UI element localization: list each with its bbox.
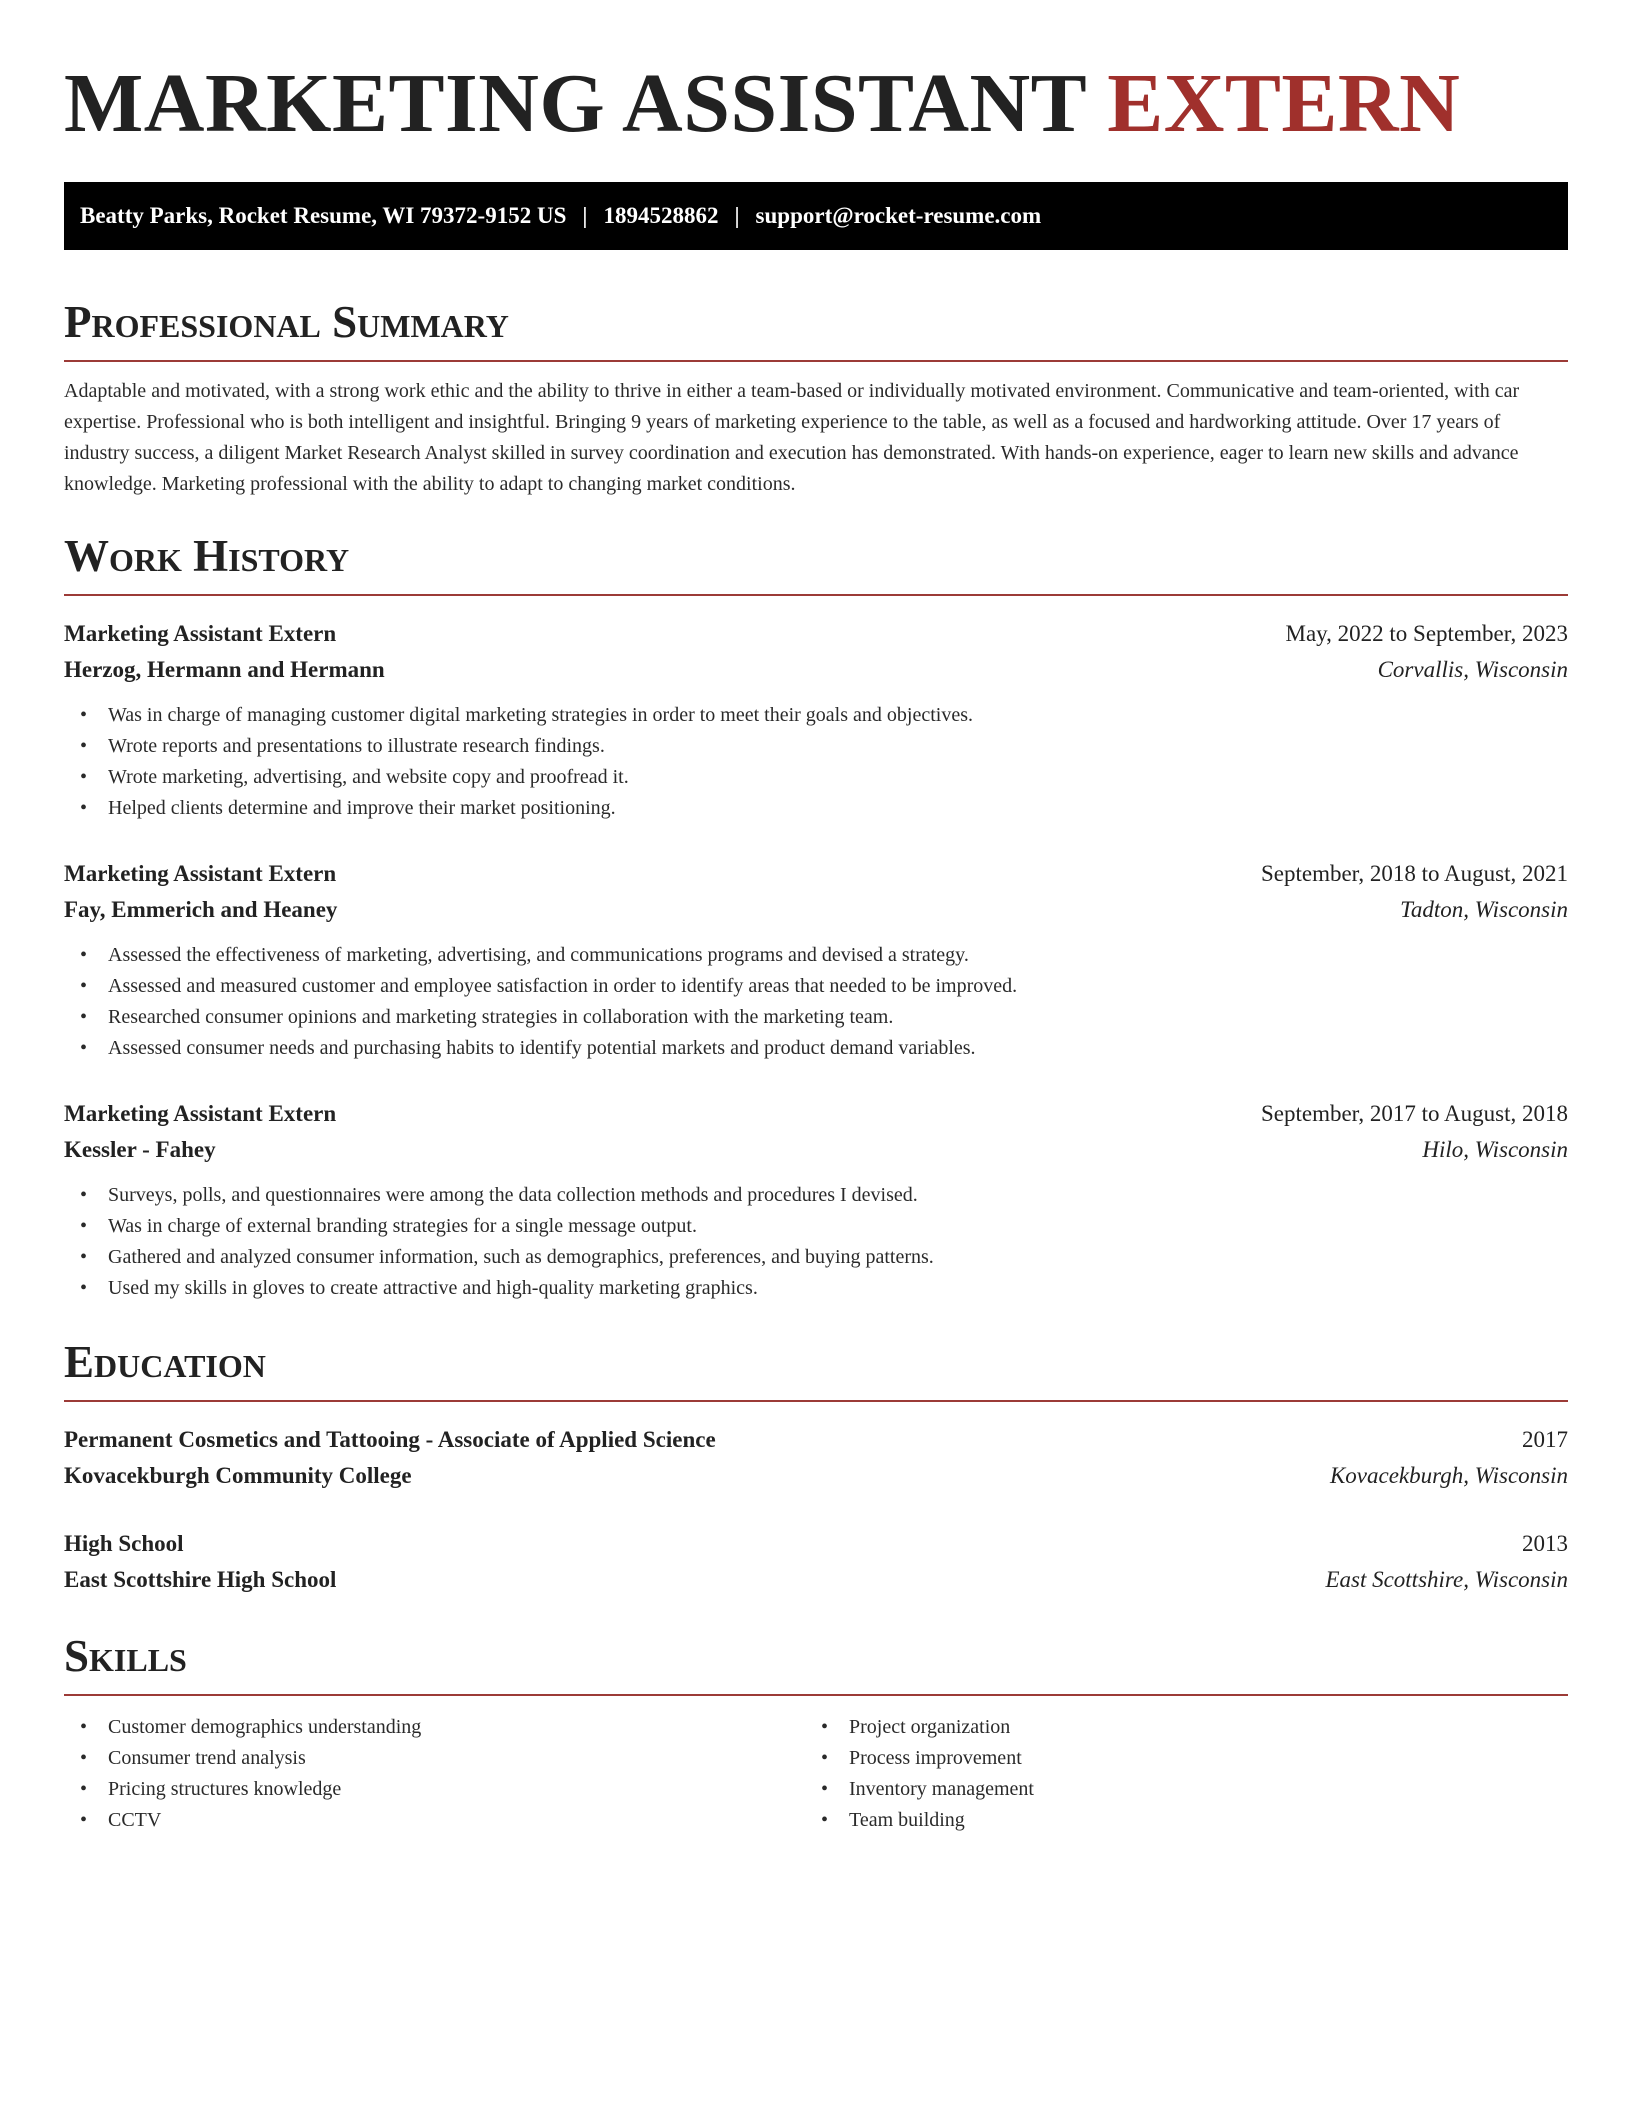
- job-bullet: [64, 971, 1568, 1002]
- job-header-row: [64, 1096, 1568, 1132]
- job-location: Corvallis, Wisconsin: [1377, 657, 1568, 682]
- skill-item: [805, 1712, 1546, 1743]
- job-bullet: [64, 1033, 1568, 1064]
- bullet-dot: •: [80, 944, 88, 966]
- bullet-dot: •: [821, 1809, 829, 1831]
- education-year: 2017: [1522, 1427, 1568, 1452]
- work-history-heading: Work History: [64, 528, 1568, 596]
- bullet-dot: •: [80, 1809, 88, 1831]
- job-bullet: [64, 1211, 1568, 1242]
- job-bullet: [64, 1180, 1568, 1211]
- job-title: Marketing Assistant Extern: [64, 861, 337, 886]
- education-entry: [64, 1526, 1568, 1598]
- skills-heading: Skills: [64, 1628, 1568, 1696]
- bullet-dot: •: [80, 1747, 88, 1769]
- summary-section: [64, 294, 1568, 500]
- bullet-dot: •: [80, 1037, 88, 1059]
- skill-item: [64, 1774, 805, 1805]
- skill-text: Consumer trend analysis: [108, 1747, 306, 1769]
- skill-text: Inventory management: [849, 1778, 1034, 1800]
- job-bullet: [64, 700, 1568, 731]
- job-entry: [64, 616, 1568, 824]
- contact-phone: 1894528862: [603, 203, 719, 228]
- job-bullet-text: Gathered and analyzed consumer information, such as demographics, preferences, and buying patterns.: [108, 1246, 934, 1268]
- job-bullet-text: Wrote reports and presentations to illustrate research findings.: [108, 735, 605, 757]
- job-bullet-text: Wrote marketing, advertising, and website copy and proofread it.: [108, 766, 629, 788]
- skill-text: Project organization: [849, 1716, 1011, 1738]
- summary-text: Adaptable and motivated, with a strong work ethic and the ability to thrive in either a team-based or individually motivated environment. Communicative and team-oriented, with car expertise. Professional who is both intelligent and insightful. Bringing 9 years of marketing experience to the table, as well as a focused and hardworking attitude. Over 17 years of industry success, a diligent Market Research Analyst skilled in survey coordination and execution has demonstrated. With hands-on experience, eager to learn new skills and advance knowledge. Marketing professional with the ability to adapt to changing market conditions.: [64, 380, 1520, 495]
- bullet-dot: •: [80, 1716, 88, 1738]
- bullet-dot: •: [821, 1778, 829, 1800]
- skills-column-right: [805, 1712, 1546, 1836]
- job-bullet: [64, 762, 1568, 793]
- contact-separator: |: [582, 203, 588, 228]
- education-entry: [64, 1422, 1568, 1494]
- skill-text: CCTV: [108, 1809, 162, 1831]
- job-dates: September, 2017 to August, 2018: [1260, 1101, 1568, 1126]
- summary-heading: Professional Summary: [64, 294, 1568, 362]
- contact-address: Beatty Parks, Rocket Resume, WI 79372-9152 US: [80, 203, 567, 228]
- bullet-dot: •: [80, 704, 88, 726]
- resume-title: [64, 58, 1568, 150]
- work-history-section: [64, 528, 1568, 1304]
- skill-text: Customer demographics understanding: [108, 1716, 422, 1738]
- job-company-row: [64, 652, 1568, 688]
- job-company-row: [64, 1132, 1568, 1168]
- skill-text: Process improvement: [849, 1747, 1022, 1769]
- bullet-dot: •: [80, 1215, 88, 1237]
- job-bullet-text: Assessed consumer needs and purchasing habits to identify potential markets and product demand variables.: [108, 1037, 976, 1059]
- education-location: East Scottshire, Wisconsin: [1325, 1567, 1568, 1592]
- skills-list-right: [805, 1712, 1546, 1836]
- skills-column-left: [64, 1712, 805, 1836]
- job-bullet-text: Assessed the effectiveness of marketing, advertising, and communications programs and devised a strategy.: [108, 944, 969, 966]
- skill-item: [64, 1712, 805, 1743]
- bullet-dot: •: [80, 1778, 88, 1800]
- skill-item: [805, 1743, 1546, 1774]
- skills-list-left: [64, 1712, 805, 1836]
- skill-item: [64, 1743, 805, 1774]
- education-school-row: [64, 1458, 1568, 1494]
- bullet-dot: •: [80, 1246, 88, 1268]
- job-title: Marketing Assistant Extern: [64, 1101, 337, 1126]
- title-accent: EXTERN: [1107, 57, 1461, 150]
- job-bullet: [64, 731, 1568, 762]
- bullet-dot: •: [80, 797, 88, 819]
- bullet-dot: •: [80, 766, 88, 788]
- job-bullet-text: Was in charge of managing customer digital marketing strategies in order to meet their goals and objectives.: [108, 704, 973, 726]
- job-title: Marketing Assistant Extern: [64, 621, 337, 646]
- job-location: Tadton, Wisconsin: [1400, 897, 1568, 922]
- job-bullet: [64, 1273, 1568, 1304]
- job-header-row: [64, 856, 1568, 892]
- bullet-dot: •: [821, 1747, 829, 1769]
- bullet-dot: •: [80, 1006, 88, 1028]
- bullet-dot: •: [80, 1184, 88, 1206]
- skill-item: [805, 1805, 1546, 1836]
- education-degree-row: [64, 1422, 1568, 1458]
- job-entry: [64, 1096, 1568, 1304]
- job-header-row: [64, 616, 1568, 652]
- education-heading: Education: [64, 1334, 1568, 1402]
- contact-separator: |: [734, 203, 740, 228]
- job-bullet: [64, 793, 1568, 824]
- job-bullets: [64, 700, 1568, 824]
- job-bullet-text: Was in charge of external branding strategies for a single message output.: [108, 1215, 697, 1237]
- bullet-dot: •: [821, 1716, 829, 1738]
- job-entry: [64, 856, 1568, 1064]
- contact-bar: [64, 182, 1568, 250]
- bullet-dot: •: [80, 1277, 88, 1299]
- bullet-dot: •: [80, 735, 88, 757]
- job-bullets: [64, 1180, 1568, 1304]
- job-bullet: [64, 1242, 1568, 1273]
- education-degree: Permanent Cosmetics and Tattooing - Associate of Applied Science: [64, 1427, 716, 1452]
- job-dates: May, 2022 to September, 2023: [1285, 621, 1568, 646]
- education-school: East Scottshire High School: [64, 1567, 337, 1592]
- job-bullet-text: Surveys, polls, and questionnaires were among the data collection methods and procedures I devised.: [108, 1184, 918, 1206]
- job-company-row: [64, 892, 1568, 928]
- job-bullet-text: Helped clients determine and improve their market positioning.: [108, 797, 616, 819]
- job-company: Fay, Emmerich and Heaney: [64, 897, 338, 922]
- skill-item: [805, 1774, 1546, 1805]
- skills-section: [64, 1628, 1568, 1836]
- contact-email: support@rocket-resume.com: [755, 203, 1042, 228]
- job-dates: September, 2018 to August, 2021: [1260, 861, 1568, 886]
- job-bullet: [64, 1002, 1568, 1033]
- education-year: 2013: [1522, 1531, 1568, 1556]
- bullet-dot: •: [80, 975, 88, 997]
- education-school: Kovacekburgh Community College: [64, 1463, 412, 1488]
- skill-text: Pricing structures knowledge: [108, 1778, 342, 1800]
- education-degree-row: [64, 1526, 1568, 1562]
- skill-item: [64, 1805, 805, 1836]
- job-bullet-text: Researched consumer opinions and marketing strategies in collaboration with the marketing team.: [108, 1006, 894, 1028]
- education-section: [64, 1334, 1568, 1598]
- job-bullet-text: Used my skills in gloves to create attractive and high-quality marketing graphics.: [108, 1277, 758, 1299]
- skills-grid: [64, 1712, 1568, 1836]
- title-main: MARKETING ASSISTANT: [64, 57, 1086, 150]
- job-company: Herzog, Hermann and Hermann: [64, 657, 385, 682]
- skill-text: Team building: [849, 1809, 965, 1831]
- job-bullet: [64, 940, 1568, 971]
- education-school-row: [64, 1562, 1568, 1598]
- job-bullets: [64, 940, 1568, 1064]
- job-bullet-text: Assessed and measured customer and employee satisfaction in order to identify areas that needed to be improved.: [108, 975, 1018, 997]
- job-location: Hilo, Wisconsin: [1422, 1137, 1568, 1162]
- education-location: Kovacekburgh, Wisconsin: [1329, 1463, 1568, 1488]
- job-company: Kessler - Fahey: [64, 1137, 216, 1162]
- education-degree: High School: [64, 1531, 184, 1556]
